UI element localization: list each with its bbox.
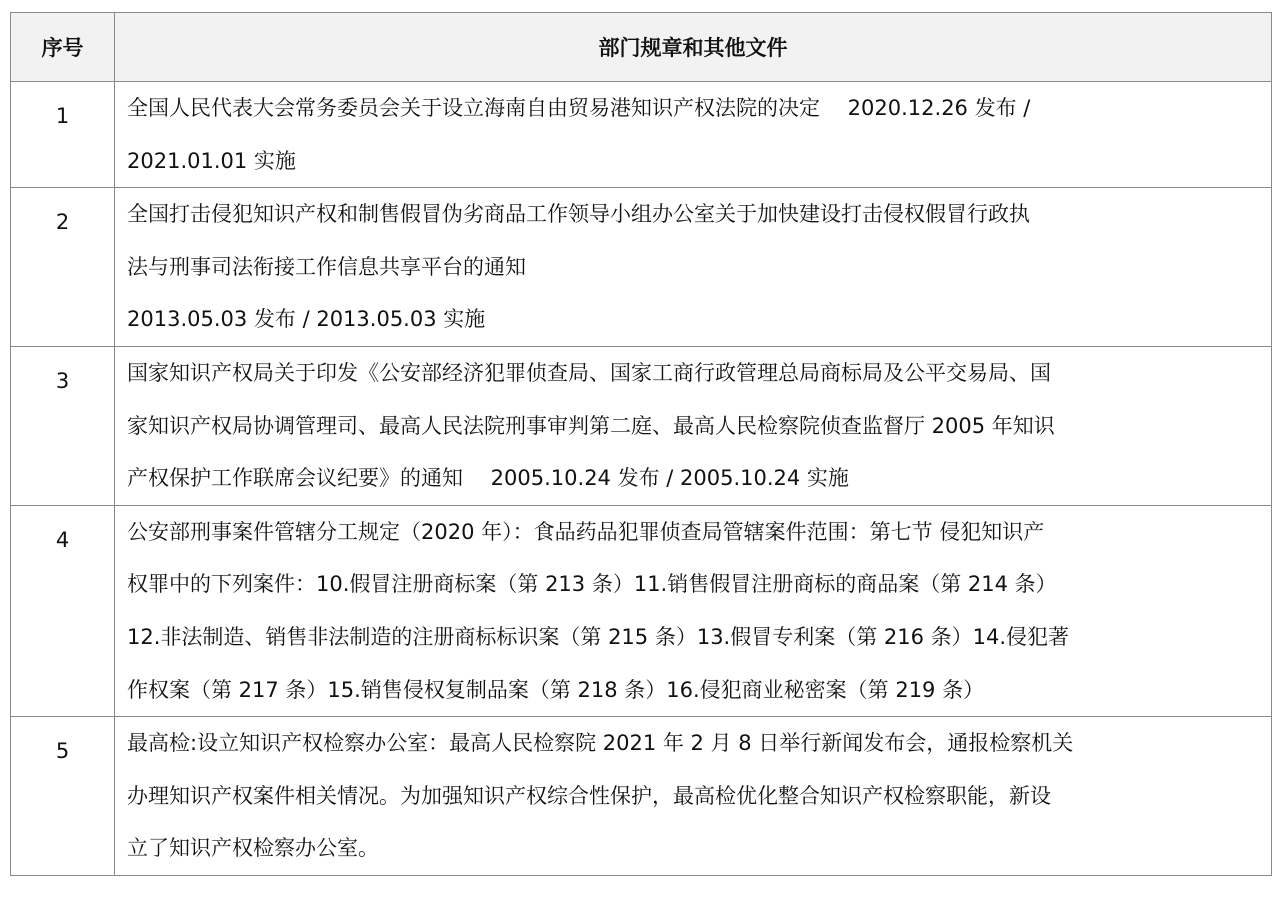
content-line: 国家知识产权局关于印发《公安部经济犯罪侦查局、国家工商行政管理总局商标局及公平交易局、国 xyxy=(127,360,1051,385)
content-line: 家知识产权局协调管理司、最高人民法院刑事审判第二庭、最高人民检察院侦查监督厅 2005 年知识 xyxy=(127,413,1055,438)
content-line: 作权案（第 217 条）15.销售侵权复制品案（第 218 条）16.侵犯商业秘密案（第 219 条） xyxy=(127,677,985,702)
row-content xyxy=(115,505,1272,716)
row-number: 2 xyxy=(11,188,115,347)
table-row xyxy=(11,188,1272,347)
content-line: 12.非法制造、销售非法制造的注册商标标识案（第 215 条）13.假冒专利案（第 216 条）14.侵犯著 xyxy=(127,624,1070,649)
content-line: 权罪中的下列案件：10.假冒注册商标案（第 213 条）11.销售假冒注册商标的商品案（第 214 条） xyxy=(127,572,1057,597)
table-row xyxy=(11,717,1272,876)
regulations-table xyxy=(10,12,1272,876)
row-content xyxy=(115,717,1272,876)
content-line: 2021.01.01 实施 xyxy=(127,148,296,173)
table-row xyxy=(11,82,1272,188)
content-line: 全国人民代表大会常务委员会关于设立海南自由贸易港知识产权法院的决定 2020.12.26 发布 / xyxy=(127,96,1031,120)
table-row xyxy=(11,346,1272,505)
header-document-title: 部门规章和其他文件 xyxy=(115,13,1272,82)
content-line: 办理知识产权案件相关情况。为加强知识产权综合性保护，最高检优化整合知识产权检察职能，新设 xyxy=(127,783,1051,808)
content-line: 立了知识产权检察办公室。 xyxy=(127,836,379,861)
content-line: 最高检:设立知识产权检察办公室：最高人民检察院 2021 年 2 月 8 日举行新闻发布会，通报检察机关 xyxy=(127,731,1074,756)
content-line: 产权保护工作联席会议纪要》的通知 2005.10.24 发布 / 2005.10.24 实施 xyxy=(127,466,849,491)
row-number: 4 xyxy=(11,505,115,716)
row-content xyxy=(115,188,1272,347)
content-line: 2013.05.03 发布 / 2013.05.03 实施 xyxy=(127,307,486,332)
row-number: 1 xyxy=(11,82,115,188)
table-row xyxy=(11,505,1272,716)
header-row xyxy=(11,13,1272,82)
row-number: 5 xyxy=(11,717,115,876)
header-serial-number: 序号 xyxy=(11,13,115,82)
content-line: 公安部刑事案件管辖分工规定（2020 年）：食品药品犯罪侦查局管辖案件范围：第七节 侵犯知识产 xyxy=(127,519,1045,544)
row-content xyxy=(115,82,1272,188)
row-number: 3 xyxy=(11,346,115,505)
row-content xyxy=(115,346,1272,505)
content-line: 法与刑事司法衔接工作信息共享平台的通知 xyxy=(127,254,526,279)
content-line: 全国打击侵犯知识产权和制售假冒伪劣商品工作领导小组办公室关于加快建设打击侵权假冒行政执 xyxy=(127,202,1030,227)
